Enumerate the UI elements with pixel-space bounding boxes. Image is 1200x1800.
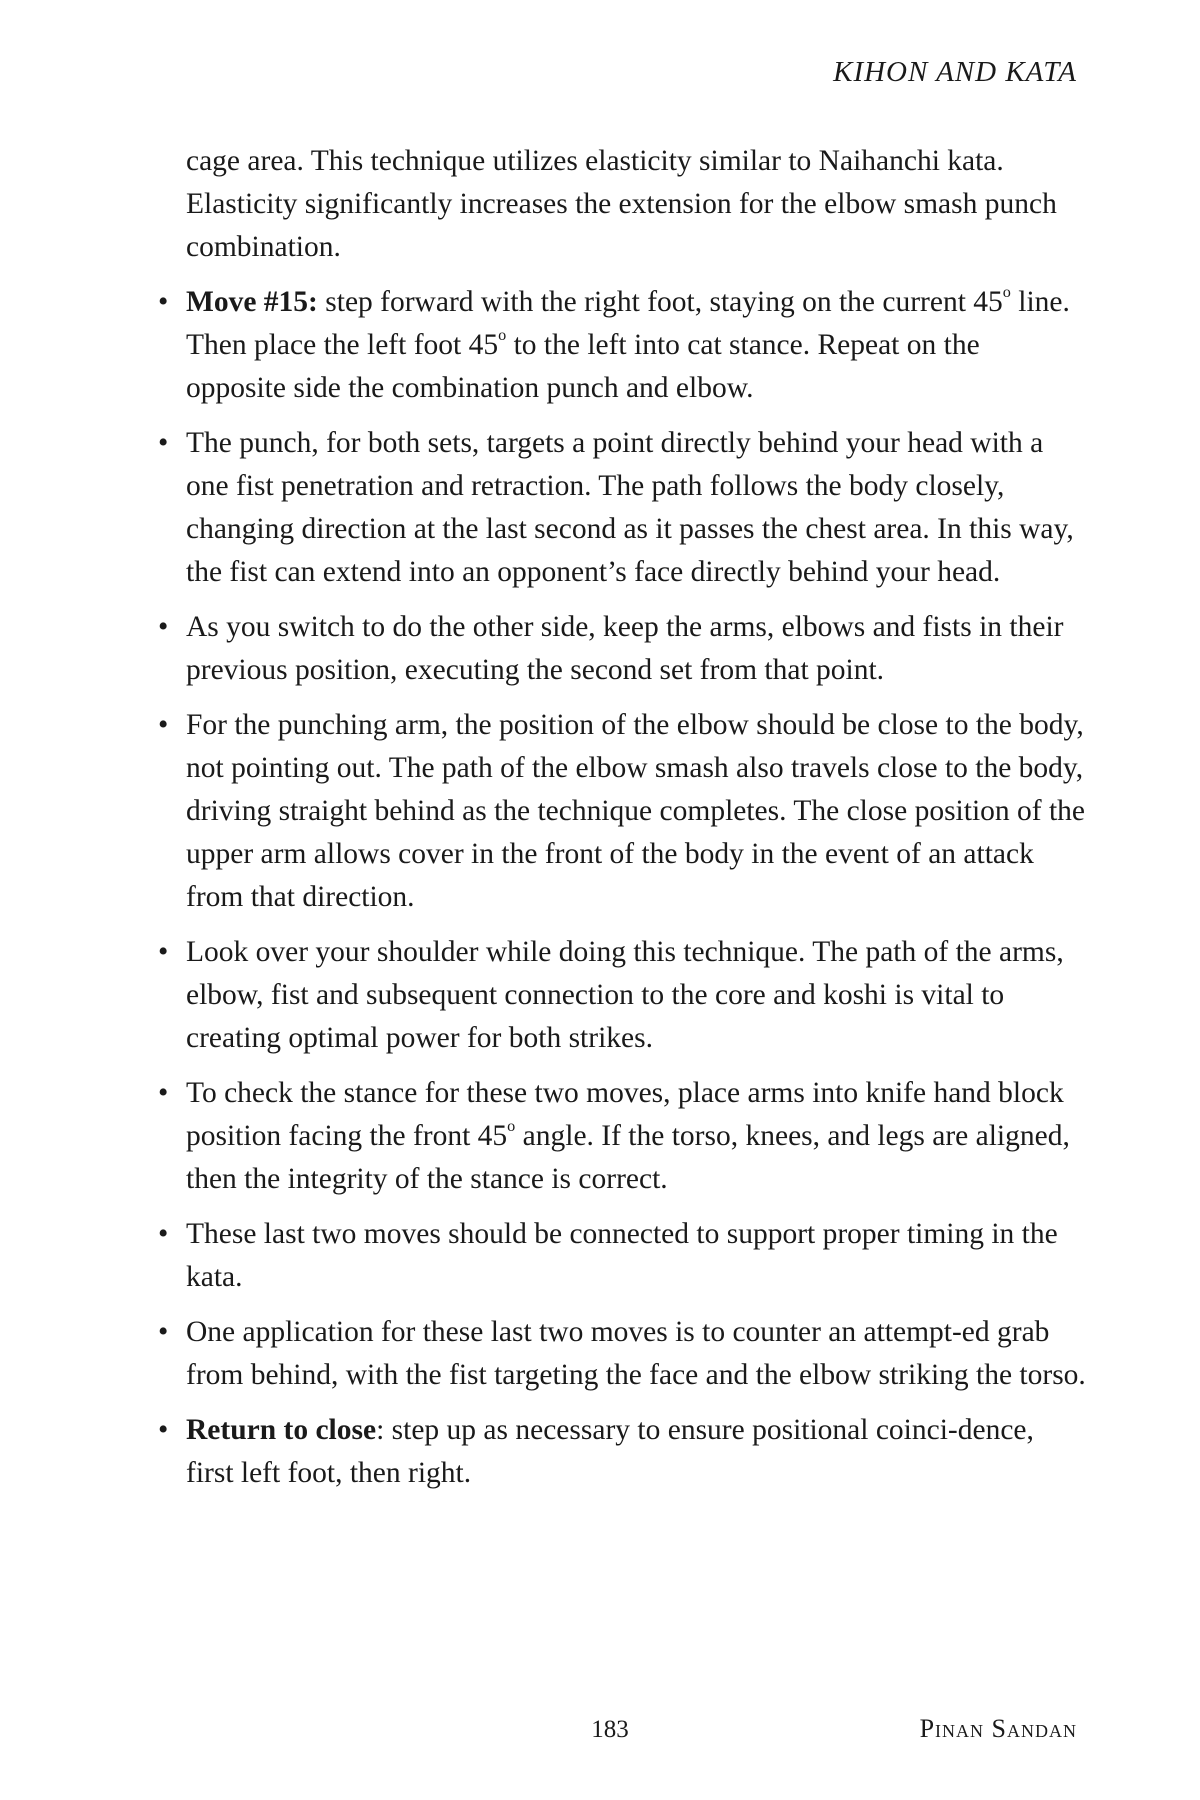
list-item-text: Look over your shoulder while doing this technique. The path of the arms, elbow, fist and subsequent connection to the core and koshi is vital to creating optimal power for both strikes. <box>186 936 1064 1054</box>
list-item-text: One application for these last two moves is to counter an attempt-ed grab from behind, with the fist targeting the face and the elbow striking the torso. <box>186 1316 1086 1391</box>
list-item-text: To check the stance for these two moves, place arms into knife hand block position facing the front 45 <box>186 1077 1064 1152</box>
list-item-text: For the punching arm, the position of the elbow should be close to the body, not pointing out. The path of the elbow smash also travels close to the body, driving straight behind as the technique completes. The close position of the upper arm allows cover in the front of the body in the event of an attack from that direction. <box>186 709 1086 913</box>
move-label: Return to close <box>186 1414 377 1446</box>
degree-mark: o <box>498 326 507 345</box>
list-item-text: : step up as necessary to ensure positional coinci-dence, first left foot, then right. <box>186 1414 1034 1489</box>
chapter-title: Pinan Sandan <box>919 1714 1077 1743</box>
list-item-text: to the left into cat stance. Repeat on the opposite side the combination punch and elbow. <box>186 329 980 404</box>
list-item-text: As you switch to do the other side, keep the arms, elbows and fists in their previous position, executing the second set from that point. <box>186 611 1064 686</box>
bullet-list <box>156 281 1086 1495</box>
bullet-marker: • <box>158 709 169 741</box>
list-item <box>156 606 1086 692</box>
list-item <box>156 704 1086 919</box>
running-head: KIHON AND KATA <box>833 56 1077 88</box>
list-item-text: line. Then place the left foot 45 <box>186 286 1070 361</box>
page-body <box>156 140 1086 1507</box>
list-item <box>156 1311 1086 1397</box>
degree-mark: o <box>1002 283 1011 302</box>
page-number: 183 <box>591 1716 629 1743</box>
bullet-marker: • <box>158 1077 169 1109</box>
move-label: Move #15: <box>186 286 318 318</box>
degree-mark: o <box>507 1117 516 1136</box>
bullet-marker: • <box>158 936 169 968</box>
list-item-text: step forward with the right foot, staying on the current 45 <box>317 286 1003 318</box>
bullet-marker: • <box>158 611 169 643</box>
bullet-marker: • <box>158 427 169 459</box>
list-item-text: These last two moves should be connected to support proper timing in the kata. <box>186 1218 1058 1293</box>
bullet-marker: • <box>158 286 169 318</box>
lead-paragraph: cage area. This technique utilizes elasticity similar to Naihanchi kata. Elasticity significantly increases the extension for the elbow smash punch combination. <box>186 145 1057 263</box>
list-item-text: angle. If the torso, knees, and legs are aligned, then the integrity of the stance is correct. <box>186 1120 1070 1195</box>
list-item <box>156 931 1086 1060</box>
list-item <box>156 422 1086 594</box>
list-item-text: The punch, for both sets, targets a point directly behind your head with a one fist penetration and retraction. The path follows the body closely, changing direction at the last second as it passes the chest area. In this way, the fist can extend into an opponent’s face directly behind your head. <box>186 427 1074 588</box>
list-item <box>156 1072 1086 1201</box>
bullet-marker: • <box>158 1414 169 1446</box>
bullet-marker: • <box>158 1316 169 1348</box>
list-item <box>156 1409 1086 1495</box>
bullet-marker: • <box>158 1218 169 1250</box>
list-item <box>156 1213 1086 1299</box>
list-item <box>156 281 1086 410</box>
